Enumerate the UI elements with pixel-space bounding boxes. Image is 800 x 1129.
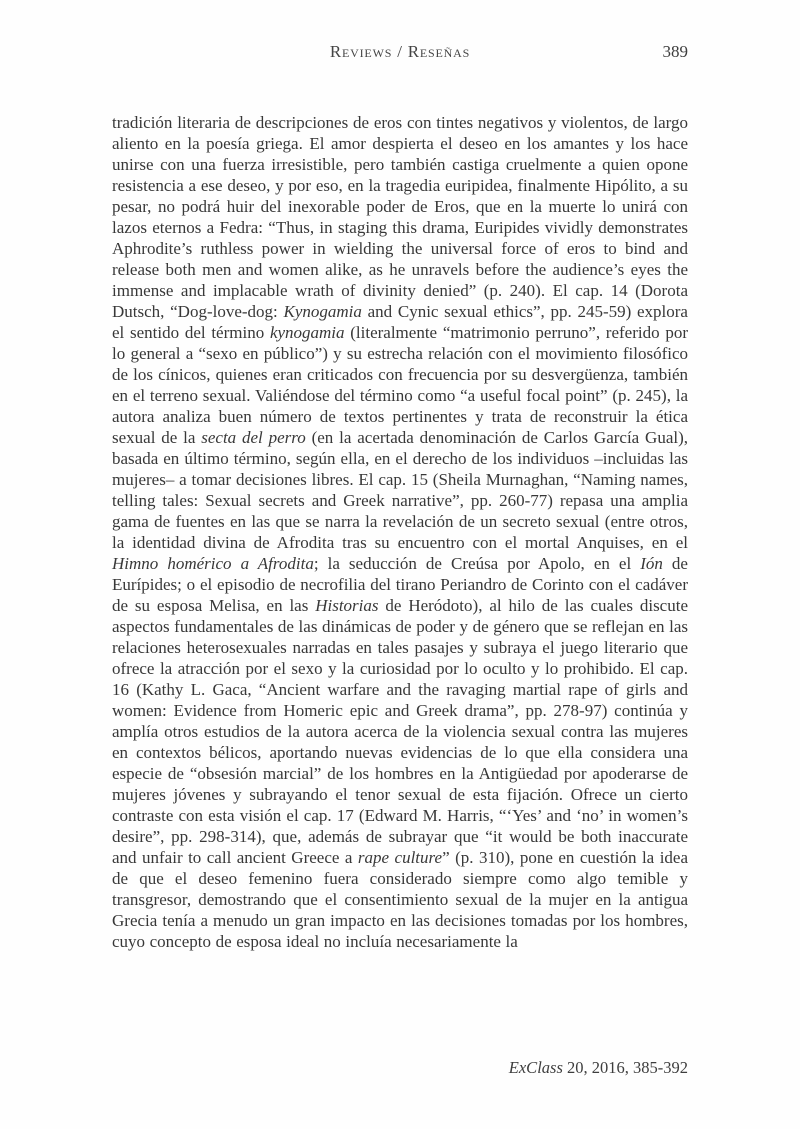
paragraph-segment: ; la seducción de Creúsa por Apolo, en el [313, 554, 641, 573]
running-head [112, 42, 688, 62]
paragraph-segment: de Eurípides; o el episodio de necrofilia del tirano Periandro de Corinto con el cadáver de su esposa Melisa, en las [112, 554, 688, 615]
paragraph-segment-italic: Historias [315, 596, 379, 615]
footer-journal-name: ExClass [508, 1058, 563, 1077]
body-column [112, 112, 688, 952]
footer-citation-rest: 20, 2016, 385-392 [562, 1058, 688, 1077]
paragraph-segment-italic: rape culture [357, 848, 443, 867]
paragraph-segment: ” (p. 310), pone en cuestión la idea de que el deseo femenino fuera considerado siempre como algo temible y transgresor, demostrando que el consentimiento sexual de la mujer en la antigua Grecia tenía a menudo un gran impacto en las decisiones tomadas por los hombres, cuyo concepto de esposa ideal no incluía necesariamente la [112, 848, 689, 951]
paragraph-segment-italic: secta del perro [201, 428, 306, 447]
paragraph-segment: and Cynic sexual ethics”, pp. 245-59) explora el sentido del término [112, 302, 688, 342]
paragraph-segment-italic: Himno homérico a Afrodita [112, 554, 314, 573]
paragraph-segment: tradición literaria de descripciones de eros con tintes negativos y violentos, de largo aliento en la poesía griega. El amor despierta el deseo en los amantes y los hace unirse con una fuerza irresistible, pero también castiga cruelmente a quien opone resistencia a ese deseo, y por eso, en la tragedia euripidea, finalmente Hipólito, a su pesar, no podrá huir del inexorable poder de Eros, que en la muerte lo unirá con lazos eternos a Fedra: “Thus, in staging this drama, Euripides vividly demonstrates Aphrodite’s ruthless power in wielding the universal force of eros to bind and release both men and women alike, as he unravels before the audience’s eyes the immense and implacable wrath of divinity denied” (p. 240). El cap. 14 (Dorota Dutsch, “Dog-love-dog: [112, 113, 688, 321]
footer-citation [112, 1058, 688, 1078]
paragraph-segment: (en la acertada denominación de Carlos García Gual), basada en último término, según ella, en el derecho de los individuos –incluidas las mujeres– a tomar decisiones libres. El cap. 15 (Sheila Murnaghan, “Naming names, telling tales: Sexual secrets and Greek narrative”, pp. 260-77) repasa una amplia gama de fuentes en las que se narra la revelación de un secreto sexual (entre otros, la identidad divina de Afrodita tras su encuentro con el mortal Anquises, en el [112, 428, 689, 552]
review-paragraph [112, 112, 688, 952]
paragraph-segment: de Heródoto), al hilo de las cuales discute aspectos fundamentales de las dinámicas de poder y de género que se reflejan en las relaciones heterosexuales narradas en tales pasajes y subraya el juego literario que ofrece la atracción por el sexo y la curiosidad por lo oculto y lo prohibido. El cap. 16 (Kathy L. Gaca, “Ancient warfare and the ravaging martial rape of girls and women: Evidence from Homeric epic and Greek drama”, pp. 278-97) continúa y amplía otros estudios de la autora acerca de la violencia sexual contra las mujeres en contextos bélicos, aportando nuevas evidencias de lo que ella considera una especie de “obsesión marcial” de los hombres en la Antigüedad por apoderarse de mujeres jóvenes y subrayando el tenor sexual de esta fijación. Ofrece un cierto contraste con esta visión el cap. 17 (Edward M. Harris, “‘Yes’ and ‘no’ in women’s desire”, pp. 298-314), que, además de subrayar que “it would be both inaccurate and unfair to call ancient Greece a [112, 596, 688, 867]
paragraph-segment-italic: kynogamia [269, 323, 345, 342]
paragraph-segment-italic: Kynogamia [283, 302, 362, 321]
page-number: 389 [662, 42, 688, 61]
paragraph-segment-italic: Ión [640, 554, 663, 573]
running-head-title: Reviews / Reseñas [329, 42, 471, 61]
paragraph-segment: (literalmente “matrimonio perruno”, referido por lo general a “sexo en público”) y su estrecha relación con el movimiento filosófico de los cínicos, quienes eran criticados con frecuencia por su desvergüenza, también en el terreno sexual. Valiéndose del término como “a useful focal point” (p. 245), la autora analiza buen número de textos pertinentes y trata de reconstruir la ética sexual de la [112, 323, 688, 447]
